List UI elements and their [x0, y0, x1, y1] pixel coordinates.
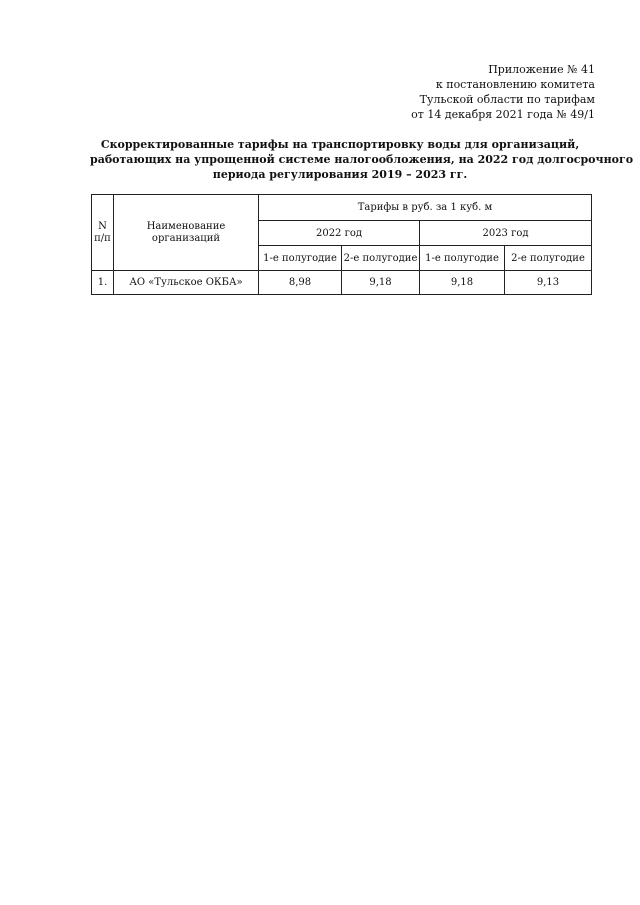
header-tariffs: Тарифы в руб. за 1 куб. м — [259, 195, 592, 221]
document-title — [90, 137, 634, 182]
row-2023-half-2: 9,13 — [505, 271, 592, 295]
header-year-2022: 2022 год — [259, 221, 420, 246]
appendix-committee: Тульской области по тарифам — [419, 93, 595, 106]
appendix-reference — [411, 62, 595, 122]
row-number: 1. — [92, 271, 114, 295]
header-2023-half-1: 1-е полугодие — [420, 246, 505, 271]
row-2023-half-1: 9,18 — [420, 271, 505, 295]
header-organization — [114, 195, 259, 271]
row-2022-half-2: 9,18 — [342, 271, 420, 295]
tariffs-table — [91, 194, 592, 295]
header-organization-line-2: организаций — [151, 232, 221, 244]
row-2022-half-1: 8,98 — [259, 271, 342, 295]
header-2022-half-1: 1-е полугодие — [259, 246, 342, 271]
appendix-resolution: к постановлению комитета — [435, 78, 595, 91]
header-number — [92, 195, 114, 271]
header-2023-half-2: 2-е полугодие — [505, 246, 592, 271]
header-2022-half-2: 2-е полугодие — [342, 246, 420, 271]
header-number-line-1: N — [98, 220, 107, 232]
title-line-2: работающих на упрощенной системе налогообложения, на 2022 год долгосрочного — [90, 153, 634, 166]
row-organization: АО «Тульское ОКБА» — [114, 271, 259, 295]
table-header-row-1 — [92, 195, 592, 221]
header-number-line-2: п/п — [94, 232, 111, 244]
appendix-number: Приложение № 41 — [488, 63, 595, 76]
table-row — [92, 271, 592, 295]
title-line-1: Скорректированные тарифы на транспортировку воды для организаций, — [100, 138, 580, 151]
title-line-3: периода регулирования 2019 – 2023 гг. — [212, 168, 468, 181]
header-year-2023: 2023 год — [420, 221, 592, 246]
appendix-date: от 14 декабря 2021 года № 49/1 — [411, 108, 595, 121]
header-organization-line-1: Наименование — [146, 220, 226, 232]
